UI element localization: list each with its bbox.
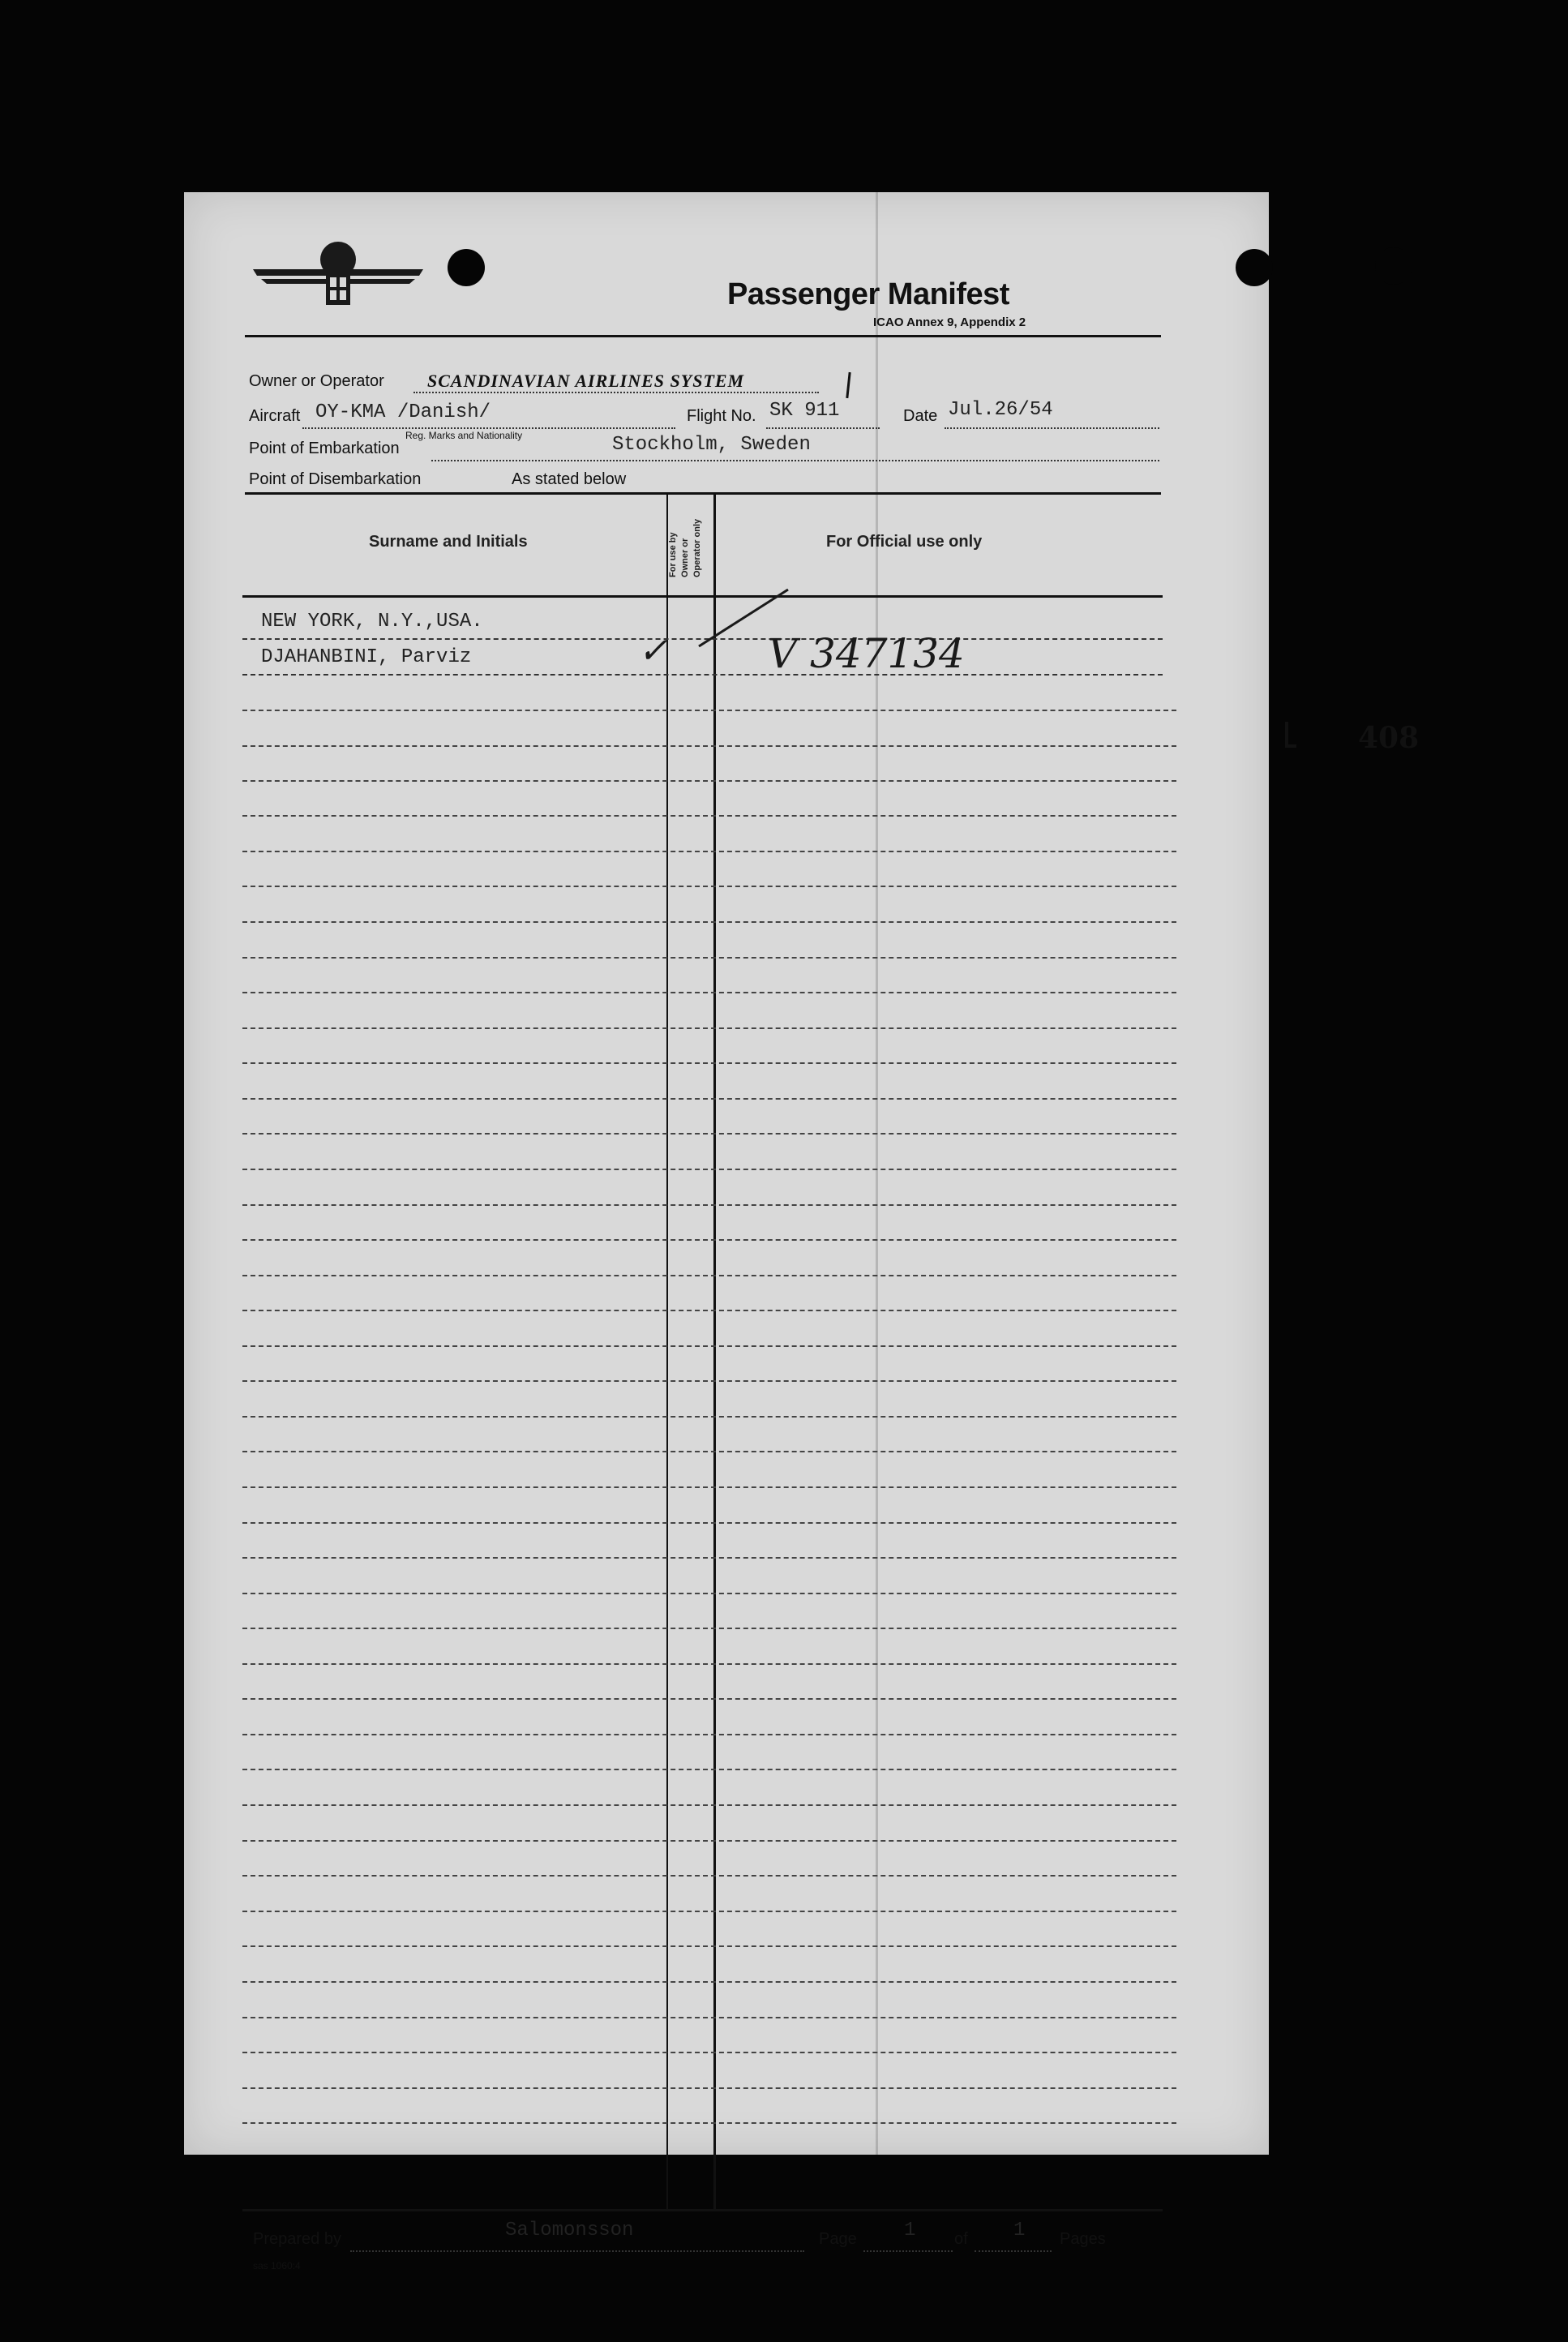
- side-stamp-number: 408: [1358, 721, 1420, 755]
- flight-line: [766, 427, 880, 429]
- owner-label: Owner or Operator: [249, 372, 384, 390]
- official-number: V 347134: [768, 630, 965, 677]
- embarkation-line: [431, 460, 1159, 461]
- aircraft-label: Aircraft: [249, 407, 301, 425]
- check-mark: ✓: [638, 630, 668, 671]
- manifest-sheet: [184, 192, 1420, 2271]
- date-value: Jul.26/54: [948, 399, 1053, 421]
- form-code: sas 1060:4: [253, 2260, 301, 2271]
- row-line: [242, 674, 1163, 676]
- pages-label: Pages: [1060, 2230, 1106, 2248]
- col-header-surname: Surname and Initials: [369, 533, 528, 551]
- date-label: Date: [903, 407, 938, 425]
- form-title: Passenger Manifest: [727, 277, 1009, 311]
- row-surname: DJAHANBINI, Parviz: [261, 646, 472, 668]
- disembarkation-label: Point of Disembarkation: [249, 470, 422, 488]
- owner-value: SCANDINAVIAN AIRLINES SYSTEM: [427, 371, 745, 391]
- of-label: of: [954, 2230, 968, 2248]
- col-header-owner-3: Operator only: [692, 518, 702, 577]
- airline-logo: [249, 237, 427, 314]
- embarkation-label: Point of Embarkation: [249, 440, 400, 457]
- col-header-owner-2: Owner or: [680, 538, 690, 577]
- flight-label: Flight No.: [687, 407, 756, 425]
- date-line: [945, 427, 1159, 429]
- aircraft-value: OY-KMA /Danish/: [315, 401, 491, 423]
- header-rule: [245, 492, 1161, 495]
- prepared-by-line: [350, 2250, 804, 2252]
- page-value: 1: [904, 2220, 916, 2241]
- corner-mark: [1285, 722, 1288, 744]
- corner-mark: [1285, 744, 1296, 748]
- disembarkation-value: As stated below: [512, 470, 627, 488]
- owner-line: [413, 392, 819, 393]
- punch-hole: [1375, 247, 1412, 285]
- page-label: Page: [819, 2230, 857, 2248]
- page-line: [863, 2250, 953, 2252]
- of-value: 1: [1013, 2220, 1026, 2241]
- prepared-by-label: Prepared by: [253, 2230, 341, 2248]
- pen-stroke: [695, 586, 792, 650]
- blank-ruled-lines: [242, 841, 1176, 2211]
- footer-rule: [242, 2209, 1163, 2211]
- col-header-official: For Official use only: [826, 533, 983, 551]
- pen-mark: [846, 372, 850, 398]
- reg-note: Reg. Marks and Nationality: [405, 430, 523, 441]
- row-surname: NEW YORK, N.Y.,USA.: [261, 611, 483, 633]
- aircraft-line: [302, 427, 675, 429]
- title-rule: [245, 335, 1161, 337]
- col-header-owner-1: For use by: [668, 532, 678, 577]
- punch-hole: [1236, 249, 1273, 286]
- punch-hole: [448, 249, 485, 286]
- flight-value: SK 911: [769, 400, 840, 422]
- prepared-by-value: Salomonsson: [505, 2220, 634, 2241]
- of-line: [975, 2250, 1052, 2252]
- form-subtitle: ICAO Annex 9, Appendix 2: [873, 315, 1026, 329]
- embarkation-value: Stockholm, Sweden: [612, 434, 811, 456]
